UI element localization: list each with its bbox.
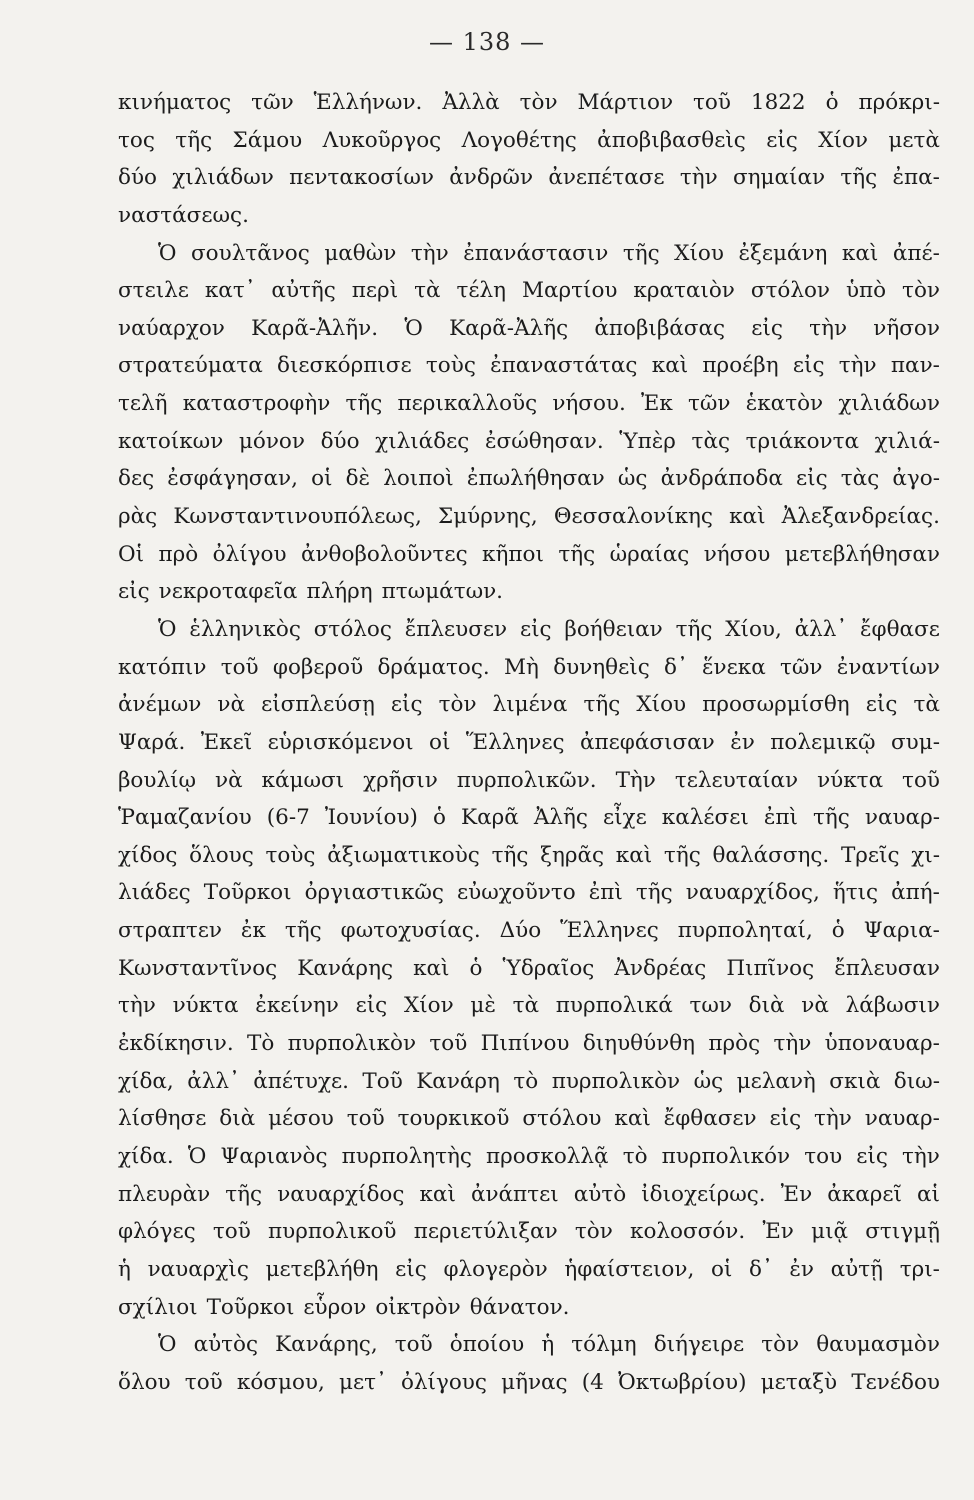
text-line: Ψαρά. Ἐκεῖ εὑρισκόμενοι οἱ Ἕλληνες ἀπεφάσισαν ἐν πολεμικῷ συμ-	[118, 729, 940, 755]
text-line: βουλίῳ νὰ κάμωσι χρῆσιν πυρπολικῶν. Τὴν τελευταίαν νύκτα τοῦ	[118, 767, 940, 793]
text-line: λιάδες Τοῦρκοι ὀργιαστικῶς εὐωχοῦντο ἐπὶ τῆς ναυαρχίδος, ἥτις ἀπή-	[118, 880, 940, 906]
text-line: Ὁ σουλτᾶνος μαθὼν τὴν ἐπανάστασιν τῆς Χίου ἐξεμάνη καὶ ἀπέ-	[158, 240, 940, 266]
text-line: δύο χιλιάδων πεντακοσίων ἀνδρῶν ἀνεπέτασε τὴν σημαίαν τῆς ἐπα-	[118, 165, 940, 191]
text-line: κατοίκων μόνον δύο χιλιάδες ἐσώθησαν. Ὑπὲρ τὰς τριάκοντα χιλιά-	[118, 428, 940, 454]
text-line: στειλε κατ᾽ αὐτῆς περὶ τὰ τέλη Μαρτίου κραταιὸν στόλον ὑπὸ τὸν	[118, 278, 940, 304]
text-line: εἰς νεκροταφεῖα πλήρη πτωμάτων.	[118, 579, 504, 605]
text-line: ἡ ναυαρχὶς μετεβλήθη εἰς φλογερὸν ἡφαίστειον, οἱ δ᾽ ἐν αὐτῇ τρι-	[118, 1256, 940, 1282]
text-line: ναστάσεως.	[118, 202, 249, 228]
text-line: φλόγες τοῦ πυρπολικοῦ περιετύλιξαν τὸν κολοσσόν. Ἐν μιᾷ στιγμῇ	[118, 1219, 940, 1245]
text-line: Ὁ αὐτὸς Κανάρης, τοῦ ὁποίου ἡ τόλμη διήγειρε τὸν θαυμασμὸν	[158, 1332, 940, 1358]
text-line: λίσθησε διὰ μέσου τοῦ τουρκικοῦ στόλου καὶ ἔφθασεν εἰς τὴν ναυαρ-	[118, 1106, 940, 1132]
text-line: στραπτεν ἐκ τῆς φωτοχυσίας. Δύο Ἕλληνες πυρποληταί, ὁ Ψαρια-	[118, 918, 940, 944]
text-line: ἀνέμων νὰ εἰσπλεύσῃ εἰς τὸν λιμένα τῆς Χίου προσωρμίσθη εἰς τὰ	[118, 692, 940, 718]
text-line: δες ἐσφάγησαν, οἱ δὲ λοιποὶ ἐπωλήθησαν ὡς ἀνδράποδα εἰς τὰς ἀγο-	[118, 466, 940, 492]
page-number: — 138 —	[428, 28, 546, 56]
text-line: κατόπιν τοῦ φοβεροῦ δράματος. Μὴ δυνηθεὶς δ᾽ ἕνεκα τῶν ἐναντίων	[118, 654, 940, 680]
text-line: Ὁ ἑλληνικὸς στόλος ἔπλευσεν εἰς βοήθειαν τῆς Χίου, ἀλλ᾽ ἔφθασε	[158, 616, 940, 642]
text-line: Κωνσταντῖνος Κανάρης καὶ ὁ Ὑδραῖος Ἀνδρέας Πιπῖνος ἔπλευσαν	[118, 955, 940, 981]
text-line: χίδα, ἀλλ᾽ ἀπέτυχε. Τοῦ Κανάρη τὸ πυρπολικὸν ὡς μελανὴ σκιὰ διω-	[118, 1068, 940, 1094]
text-line: κινήματος τῶν Ἑλλήνων. Ἀλλὰ τὸν Μάρτιον τοῦ 1822 ὁ πρόκρι-	[118, 90, 940, 115]
text-line: πλευρὰν τῆς ναυαρχίδος καὶ ἀνάπτει αὐτὸ ἰδιοχείρως. Ἐν ἀκαρεῖ αἱ	[118, 1181, 940, 1207]
text-line: τελῆ καταστροφὴν τῆς περικαλλοῦς νήσου. Ἐκ τῶν ἑκατὸν χιλιάδων	[118, 391, 940, 417]
text-line: χίδα. Ὁ Ψαριανὸς πυρπολητὴς προσκολλᾷ τὸ πυρπολικόν του εἰς τὴν	[118, 1143, 940, 1169]
body-text	[118, 84, 940, 1401]
text-line: χίδος ὅλους τοὺς ἀξιωματικοὺς τῆς ξηρᾶς καὶ τῆς θαλάσσης. Τρεῖς χι-	[118, 842, 940, 868]
text-line: τὴν νύκτα ἐκείνην εἰς Χίον μὲ τὰ πυρπολικά των διὰ νὰ λάβωσιν	[118, 993, 940, 1019]
text-line: τος τῆς Σάμου Λυκοῦργος Λογοθέτης ἀποβιβασθεὶς εἰς Χίον μετὰ	[118, 127, 940, 153]
text-line: στρατεύματα διεσκόρπισε τοὺς ἐπαναστάτας καὶ προέβη εἰς τὴν παν-	[118, 353, 940, 379]
text-line: Ῥαμαζανίου (6-7 Ἰουνίου) ὁ Καρᾶ Ἀλῆς εἶχε καλέσει ἐπὶ τῆς ναυαρ-	[118, 805, 940, 831]
text-line: ἐκδίκησιν. Τὸ πυρπολικὸν τοῦ Πιπίνου διηυθύνθη πρὸς τὴν ὑποναυαρ-	[118, 1031, 940, 1057]
text-line: σχίλιοι Τοῦρκοι εὗρον οἰκτρὸν θάνατον.	[118, 1294, 570, 1320]
text-line: Οἱ πρὸ ὀλίγου ἀνθοβολοῦντες κῆποι τῆς ὡραίας νήσου μετεβλήθησαν	[118, 541, 940, 567]
text-line: ὅλου τοῦ κόσμου, μετ᾽ ὀλίγους μῆνας (4 Ὀκτωβρίου) μεταξὺ Τενέδου	[118, 1369, 940, 1395]
text-line: ρὰς Κωνσταντινουπόλεως, Σμύρνης, Θεσσαλονίκης καὶ Ἀλεξανδρείας.	[118, 504, 940, 530]
text-line: ναύαρχον Καρᾶ-Ἀλῆν. Ὁ Καρᾶ-Ἀλῆς ἀποβιβάσας εἰς τὴν νῆσον	[118, 315, 940, 341]
